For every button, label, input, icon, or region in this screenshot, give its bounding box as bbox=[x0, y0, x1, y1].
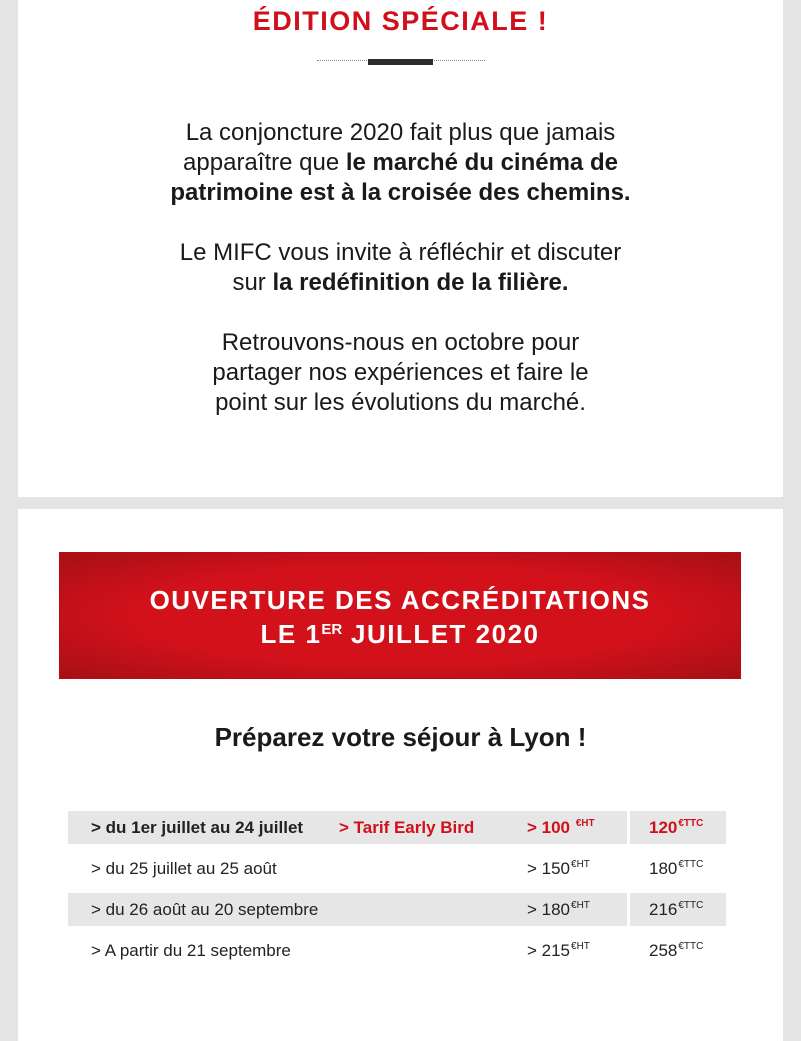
banner-ordinal-suffix: ER bbox=[321, 621, 343, 638]
intro-p1-line2-bold: le marché du cinéma de bbox=[345, 149, 618, 176]
pricing-ht-unit: €HT bbox=[575, 818, 595, 829]
pricing-row bbox=[68, 934, 726, 967]
pricing-ttc-unit: €TTC bbox=[678, 941, 704, 952]
intro-p1-line1: La conjoncture 2020 fait plus que jamais bbox=[185, 119, 616, 146]
intro-p2-line2 bbox=[18, 268, 783, 298]
pricing-ttc bbox=[649, 900, 703, 920]
pricing-ttc bbox=[649, 859, 703, 879]
pricing-ttc-value: 258 bbox=[649, 941, 678, 960]
banner-line-2 bbox=[59, 619, 741, 650]
prepare-heading: Préparez votre séjour à Lyon ! bbox=[214, 722, 587, 752]
pricing-ht-unit: €HT bbox=[571, 900, 590, 911]
intro-card bbox=[18, 0, 783, 497]
pricing-ht-value: > 150 bbox=[527, 859, 571, 878]
banner-line-2-start: LE 1 bbox=[260, 619, 322, 649]
intro-p2-line2-regular: sur bbox=[232, 269, 273, 296]
intro-p1-line2-regular: apparaître que bbox=[183, 149, 346, 176]
pricing-cell-main bbox=[68, 934, 627, 967]
pricing-ht-value: > 215 bbox=[527, 941, 571, 960]
pricing-cell-main bbox=[68, 893, 627, 926]
pricing-ht-unit: €HT bbox=[571, 941, 590, 952]
pricing-ht-value: > 100 bbox=[527, 818, 575, 837]
pricing-ht-value: > 180 bbox=[527, 900, 571, 919]
pricing-ht bbox=[527, 941, 590, 961]
pricing-cell-ttc bbox=[630, 852, 726, 885]
banner-line-1: OUVERTURE DES ACCRÉDITATIONS bbox=[149, 585, 651, 615]
intro-p2-line2-bold: la redéfinition de la filière. bbox=[272, 269, 569, 296]
pricing-ttc-value: 180 bbox=[649, 859, 678, 878]
pricing-cell-ttc bbox=[630, 811, 726, 844]
pricing-ht bbox=[527, 818, 595, 838]
pricing-ttc-unit: €TTC bbox=[678, 818, 704, 829]
intro-paragraph-3 bbox=[18, 328, 783, 418]
pricing-cell-main bbox=[68, 811, 627, 844]
pricing-ht bbox=[527, 900, 590, 920]
pricing-ttc-unit: €TTC bbox=[678, 859, 704, 870]
intro-p3-line2: partager nos expériences et faire le bbox=[212, 359, 589, 386]
early-bird-label: > Tarif Early Bird bbox=[339, 818, 475, 837]
pricing-ttc-unit: €TTC bbox=[678, 900, 704, 911]
pricing-ttc-value: 120 bbox=[649, 818, 678, 837]
intro-p1-line3: patrimoine est à la croisée des chemins. bbox=[170, 179, 631, 206]
title-divider-bar bbox=[368, 59, 433, 65]
accreditation-banner[interactable] bbox=[59, 552, 741, 679]
banner-line-2-end: JUILLET 2020 bbox=[342, 619, 540, 649]
pricing-row bbox=[68, 852, 726, 885]
pricing-table bbox=[68, 811, 726, 975]
pricing-ttc-value: 216 bbox=[649, 900, 678, 919]
pricing-period: > du 25 juillet au 25 août bbox=[91, 859, 277, 878]
pricing-ht bbox=[527, 859, 590, 879]
intro-paragraph-2 bbox=[18, 238, 783, 298]
pricing-cell-main bbox=[68, 852, 627, 885]
pricing-ht-unit: €HT bbox=[571, 859, 590, 870]
intro-p3-line1: Retrouvons-nous en octobre pour bbox=[221, 329, 580, 356]
pricing-row bbox=[68, 893, 726, 926]
pricing-ttc bbox=[649, 818, 703, 838]
pricing-period: > du 1er juillet au 24 juillet bbox=[91, 818, 304, 837]
pricing-period: > A partir du 21 septembre bbox=[91, 941, 291, 960]
edition-title: ÉDITION SPÉCIALE ! bbox=[252, 6, 549, 36]
pricing-cell-ttc bbox=[630, 893, 726, 926]
pricing-row-early-bird bbox=[68, 811, 726, 844]
accreditation-card bbox=[18, 509, 783, 1041]
pricing-period: > du 26 août au 20 septembre bbox=[91, 900, 319, 919]
intro-paragraph-1 bbox=[18, 118, 783, 208]
intro-p2-line1: Le MIFC vous invite à réfléchir et discuter bbox=[179, 239, 622, 266]
pricing-ttc bbox=[649, 941, 703, 961]
intro-p1-line2 bbox=[18, 148, 783, 178]
intro-p3-line3: point sur les évolutions du marché. bbox=[215, 389, 586, 416]
pricing-cell-ttc bbox=[630, 934, 726, 967]
